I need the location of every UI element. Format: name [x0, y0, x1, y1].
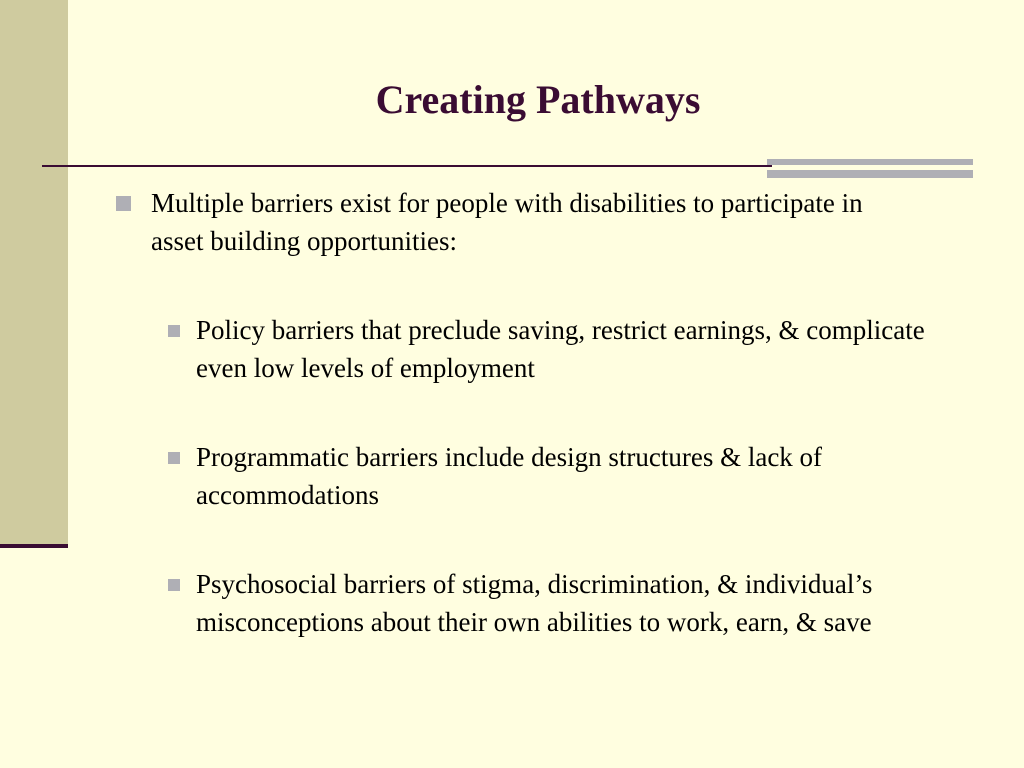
sub-bullet-item [168, 438, 968, 514]
square-bullet-icon [168, 579, 180, 591]
sub-bullet-item [168, 565, 968, 641]
sub-bullet-text-psychosocial: Psychosocial barriers of stigma, discrimination, & individual’s misconceptions about their own abilities to work, earn, & save [196, 569, 873, 637]
square-bullet-icon [168, 325, 180, 337]
sub-bullet-text-programmatic: Programmatic barriers include design structures & lack of accommodations [196, 442, 823, 510]
slide-title: Creating Pathways [375, 77, 701, 122]
square-bullet-icon [116, 196, 131, 211]
sub-bullet-text-policy: Policy barriers that preclude saving, restrict earnings, & complicate even low levels of employment [196, 315, 925, 383]
main-bullet-item [116, 184, 886, 260]
main-bullet-text: Multiple barriers exist for people with disabilities to participate in asset building opportunities: [151, 188, 863, 256]
sub-bullet-item [168, 311, 968, 387]
square-bullet-icon [168, 452, 180, 464]
